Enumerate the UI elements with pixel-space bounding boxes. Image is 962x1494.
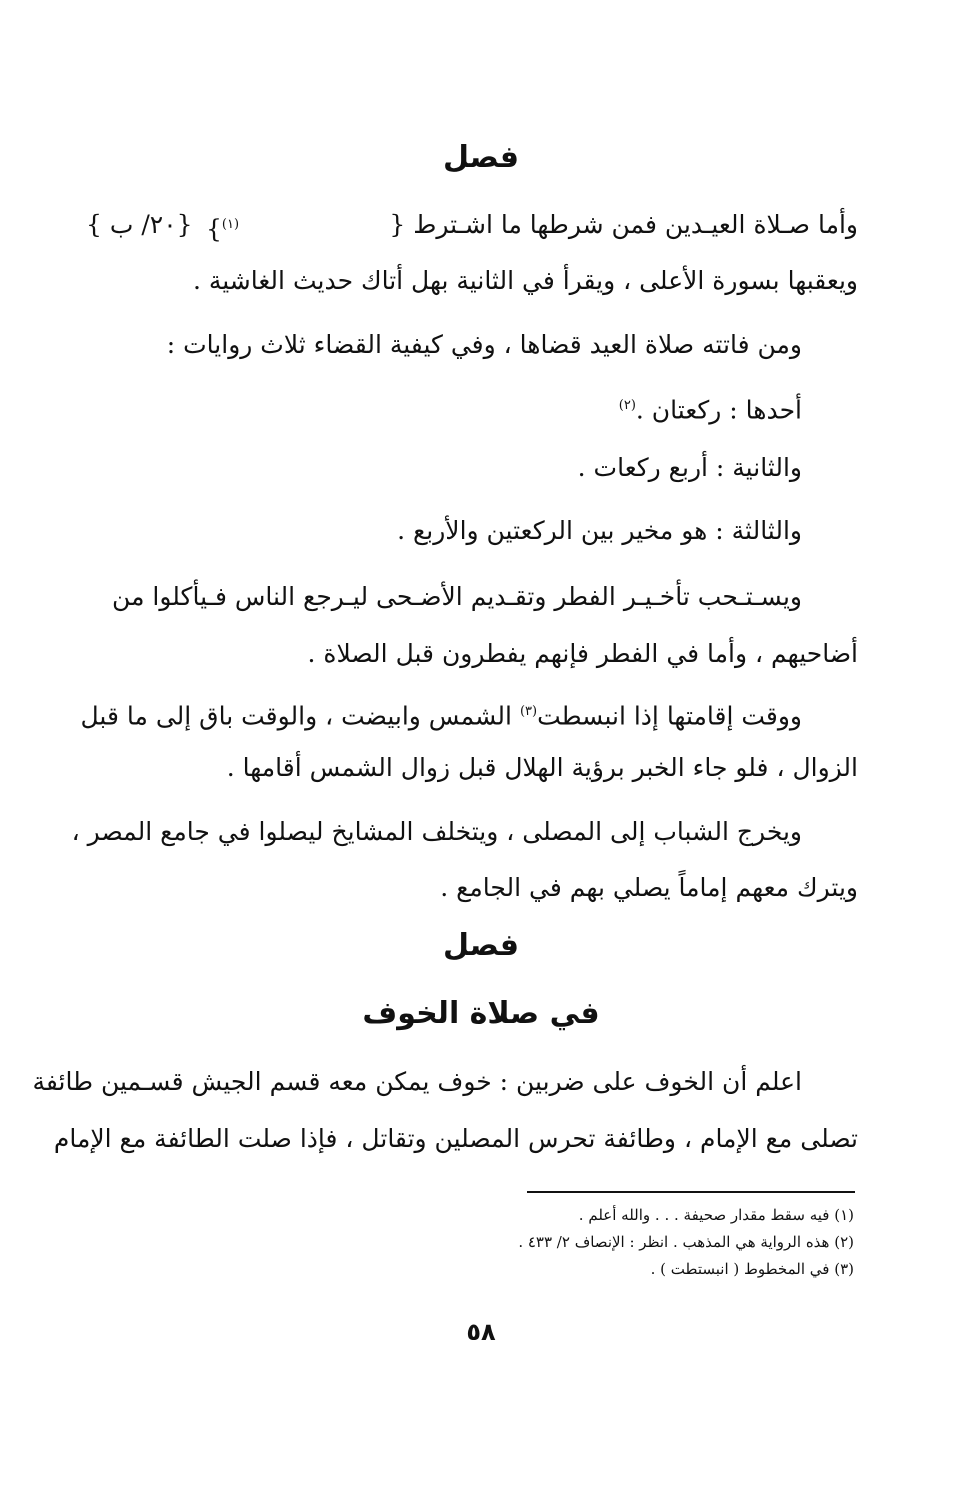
text-line-14: تصلى مع الإمام ، وطائفة تحرس المصلين وتقاتل ، فإذا صلت الطائفة مع الإمام <box>53 1124 858 1153</box>
text-line-2: ويعقبها بسورة الأعلى ، ويقرأ في الثانية بهل أتاك حديث الغاشية . <box>192 266 858 295</box>
section-heading-2: فصل <box>443 928 519 963</box>
text-line-1-main: وأما صـلاة العيـدين فمن شرطها ما اشـترط { <box>389 210 858 239</box>
section-heading-1: فصل <box>443 140 519 175</box>
footnote-marker-1: (١) <box>221 217 240 232</box>
text-line-1 <box>358 205 858 245</box>
text-line-9-part-b: الشمس وابيضت ، والوقت باق إلى ما قبل <box>80 701 520 731</box>
footnote-3: (٣) في المخطوط ( انبستطت ) . <box>650 1260 854 1278</box>
footnote-1: (١) فيه سقط مقدار صحيفة . . . والله أعلم . <box>578 1206 854 1224</box>
text-line-1-close-brace <box>206 205 239 249</box>
manuscript-folio-ref: {٢٠/ ب } <box>86 210 193 239</box>
section-subheading: في صلاة الخوف <box>362 996 600 1031</box>
text-line-11: ويخرج الشباب إلى المصلى ، ويتخلف المشايخ ليصلوا في جامع المصر ، <box>71 817 802 846</box>
text-line-4 <box>42 386 802 430</box>
footnote-marker-3: (٣) <box>519 704 538 719</box>
text-line-4-main: أحدها : ركعتان . <box>635 395 802 425</box>
text-line-10: الزوال ، فلو جاء الخبر برؤية الهلال قبل زوال الشمس أقامها . <box>226 753 858 782</box>
text-line-13: اعلم أن الخوف على ضربين : خوف يمكن معه قسم الجيش قسـمين طائفة <box>32 1067 802 1096</box>
text-line-8: أضاحيهم ، وأما في الفطر فإنهم يفطرون قبل الصلاة . <box>307 639 858 668</box>
page-number: ٥٨ <box>466 1318 496 1346</box>
text-line-7: ويسـتـحب تأخـيـر الفطر وتقـديم الأضـحى ليـرجع الناس فـيأكلوا من <box>112 582 802 611</box>
text-line-5: والثانية : أربع ركعات . <box>577 453 802 482</box>
text-line-9 <box>80 692 802 736</box>
text-line-12: ويترك معهم إماماً يصلي بهم في الجامع . <box>440 873 858 902</box>
text-line-6: والثالثة : هو مخير بين الركعتين والأربع . <box>397 516 802 545</box>
footnote-marker-2: (٢) <box>618 398 636 413</box>
footnote-separator <box>527 1191 855 1193</box>
text-line-9-part-a: ووقت إقامتها إذا انبسطت <box>537 701 802 731</box>
closing-brace: } <box>206 214 222 244</box>
text-line-3: ومن فاتته صلاة العيد قضاها ، وفي كيفية القضاء ثلاث روايات : <box>166 330 802 359</box>
footnote-2: (٢) هذه الرواية هي المذهب . انظر : الإنصاف ٢/ ٤٣٣ . <box>518 1233 854 1251</box>
